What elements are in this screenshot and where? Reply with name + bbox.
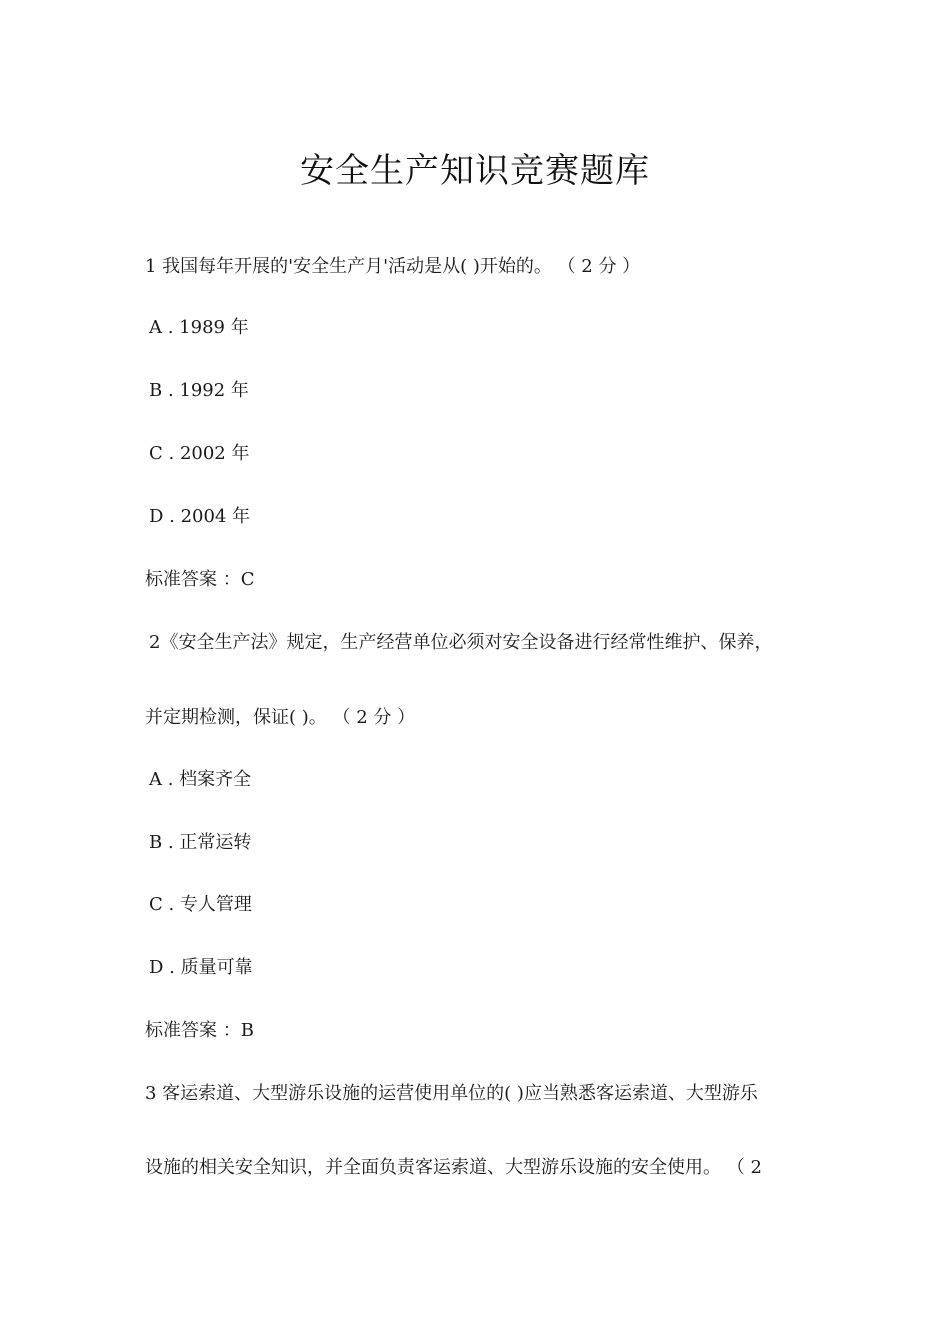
question-1-option-b: B . 1992 年 — [149, 380, 249, 401]
question-2-answer: 标准答案 ：B — [145, 1020, 254, 1041]
question-1-answer: 标准答案 ：C — [145, 569, 255, 590]
question-2-option-a: A . 档案齐全 — [149, 769, 252, 790]
question-2-option-d: D . 质量可靠 — [149, 957, 253, 978]
question-1-option-d: D . 2004 年 — [149, 506, 251, 527]
document-title: 安全生产知识竞赛题库 — [300, 151, 650, 191]
question-2-stem-line-2: 并定期检测，保证( )。 （ 2 分 ） — [145, 707, 416, 728]
question-2-option-c: C . 专人管理 — [149, 894, 252, 915]
question-2-stem-line-1: 2《安全生产法》规定，生产经营单位必须对安全设备进行经常性维护、保养， — [149, 632, 773, 653]
question-2-option-b: B . 正常运转 — [149, 832, 252, 853]
question-1-option-a: A . 1989 年 — [149, 317, 249, 338]
question-3-stem-line-2: 设施的相关安全知识，并全面负责客运索道、大型游乐设施的安全使用。 （ 2 — [145, 1157, 762, 1178]
question-3-stem-line-1: 3 客运索道、大型游乐设施的运营使用单位的( )应当熟悉客运索道、大型游乐 — [145, 1083, 758, 1104]
question-1-stem: 1 我国每年开展的'安全生产月'活动是从( )开始的。 （ 2 分 ） — [145, 256, 641, 277]
question-1-option-c: C . 2002 年 — [149, 443, 250, 464]
